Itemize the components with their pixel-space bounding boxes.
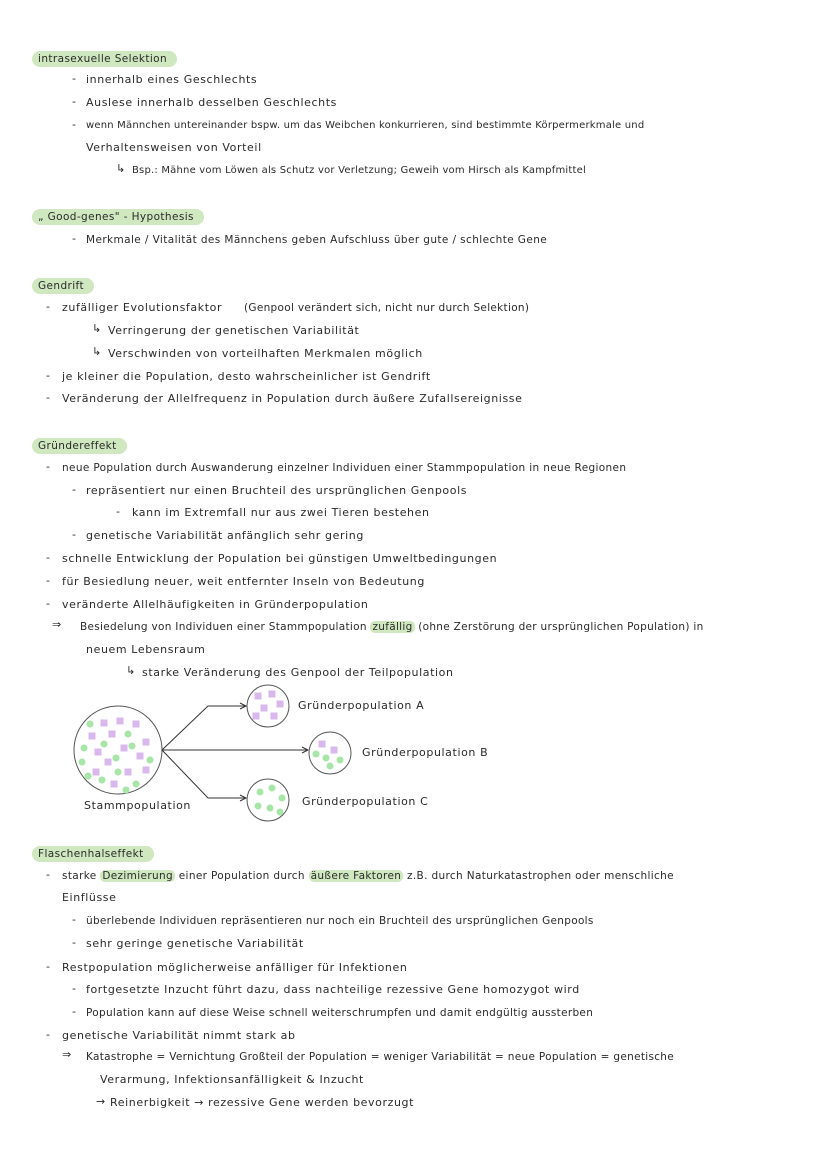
text-line: starke Veränderung des Genpool der Teilpopulation	[142, 666, 454, 679]
text-line: genetische Variabilität anfänglich sehr gering	[86, 529, 364, 542]
text-line: überlebende Individuen repräsentieren nur noch ein Bruchteil des ursprünglichen Genpools	[86, 915, 594, 927]
allele-dot	[337, 757, 344, 764]
allele-dot	[279, 795, 286, 802]
text-line: wenn Männchen untereinander bspw. um das Weibchen konkurrieren, sind bestimmte Körpermerkmale und	[86, 120, 645, 131]
allele-square	[95, 749, 102, 756]
bullet: -	[72, 1005, 76, 1018]
text-line: starke Dezimierung einer Population durch äußere Faktoren z.B. durch Naturkatastrophen oder menschliche	[62, 870, 674, 882]
text-line: innerhalb eines Geschlechts	[86, 73, 258, 86]
text-line: Restpopulation möglicherweise anfälliger für Infektionen	[62, 961, 408, 974]
bullet: -	[46, 369, 50, 382]
bullet: -	[72, 982, 76, 995]
bullet: -	[46, 460, 50, 473]
allele-dot	[129, 743, 136, 750]
heading-intrasexuelle-selektion: intrasexuelle Selektion	[32, 51, 177, 67]
highlight-zufaellig: zufällig	[372, 621, 413, 633]
text-line: (Genpool verändert sich, nicht nur durch Selektion)	[244, 302, 530, 314]
bullet: -	[46, 960, 50, 973]
allele-dot	[123, 787, 130, 794]
label-gruenderpopulation-c: Gründerpopulation C	[302, 795, 429, 808]
bullet: -	[72, 936, 76, 949]
allele-dot	[313, 751, 320, 758]
allele-dot	[87, 721, 94, 728]
sub-arrow-icon: ↳	[126, 664, 136, 677]
allele-square	[253, 713, 260, 720]
heading-gendrift: Gendrift	[32, 278, 94, 294]
c-particles	[255, 785, 286, 816]
bullet: -	[72, 913, 76, 926]
bullet: -	[46, 597, 50, 610]
bullet: -	[46, 1028, 50, 1041]
bullet: -	[46, 300, 50, 313]
allele-dot	[101, 741, 108, 748]
allele-dot	[255, 803, 262, 810]
highlight-dezimierung: Dezimierung	[102, 870, 174, 882]
sub-arrow-icon: ↳	[92, 345, 102, 358]
heading-flaschenhalseffekt: Flaschenhalseffekt	[32, 846, 154, 862]
text-line: Auslese innerhalb desselben Geschlechts	[86, 96, 337, 109]
text-line: veränderte Allelhäufigkeiten in Gründerpopulation	[62, 598, 369, 611]
b-particles	[313, 741, 344, 770]
allele-square	[89, 733, 96, 740]
text-line: neuem Lebensraum	[86, 643, 206, 656]
allele-square	[269, 691, 276, 698]
text-line: schnelle Entwicklung der Population bei günstigen Umweltbedingungen	[62, 552, 498, 565]
bullet: -	[72, 72, 76, 85]
bullet: -	[72, 118, 76, 131]
label-gruenderpopulation-a: Gründerpopulation A	[298, 699, 425, 712]
text-line: Veränderung der Allelfrequenz in Population durch äußere Zufallsereignisse	[62, 392, 523, 405]
allele-dot	[125, 731, 132, 738]
text-line: neue Population durch Auswanderung einzelner Individuen einer Stammpopulation in neue Regionen	[62, 462, 627, 474]
allele-dot	[133, 781, 140, 788]
text-line: Verschwinden von vorteilhaften Merkmalen möglich	[108, 347, 423, 360]
allele-dot	[147, 757, 154, 764]
text-line: Reinerbigkeit → rezessive Gene werden bevorzugt	[110, 1096, 415, 1109]
heading-good-genes: „ Good-genes" - Hypothesis	[32, 209, 204, 225]
allele-square	[331, 747, 338, 754]
text-line: Population kann auf diese Weise schnell weiterschrumpfen und damit endgültig aussterben	[86, 1007, 594, 1019]
allele-square	[319, 741, 326, 748]
allele-square	[255, 693, 262, 700]
text-line: Verringerung der genetischen Variabilität	[108, 324, 360, 337]
allele-square	[137, 753, 144, 760]
bullet: -	[72, 528, 76, 541]
allele-square	[143, 739, 150, 746]
bullet: -	[46, 391, 50, 404]
double-arrow-icon: ⇒	[52, 618, 62, 631]
allele-dot	[269, 785, 276, 792]
allele-dot	[267, 805, 274, 812]
label-stammpopulation: Stammpopulation	[84, 799, 192, 812]
allele-dot	[115, 769, 122, 776]
allele-dot	[323, 755, 330, 762]
allele-square	[117, 718, 124, 725]
allele-square	[93, 769, 100, 776]
bullet: -	[72, 232, 76, 245]
allele-dot	[79, 759, 86, 766]
arrow-icon: →	[96, 1095, 106, 1108]
arrow-a	[162, 706, 246, 750]
text-line: genetische Variabilität nimmt stark ab	[62, 1029, 296, 1042]
allele-square	[277, 701, 284, 708]
allele-square	[109, 731, 116, 738]
allele-dot	[81, 745, 88, 752]
allele-square	[101, 720, 108, 727]
text-line: Verhaltensweisen von Vorteil	[86, 141, 262, 154]
bullet: -	[72, 95, 76, 108]
text-line: Bsp.: Mähne vom Löwen als Schutz vor Verletzung; Geweih vom Hirsch als Kampfmittel	[132, 165, 586, 176]
sub-arrow-icon: ↳	[116, 162, 126, 175]
allele-dot	[85, 773, 92, 780]
text-line: fortgesetzte Inzucht führt dazu, dass nachteilige rezessive Gene homozygot wird	[86, 983, 580, 996]
text-line: Einflüsse	[62, 891, 117, 904]
allele-square	[143, 767, 150, 774]
text-line: sehr geringe genetische Variabilität	[86, 937, 304, 950]
text-line: kann im Extremfall nur aus zwei Tieren bestehen	[132, 506, 430, 519]
bullet: -	[116, 505, 120, 518]
highlight-aeussere-faktoren: äußere Faktoren	[310, 870, 402, 882]
allele-dot	[99, 777, 106, 784]
sub-arrow-icon: ↳	[92, 322, 102, 335]
stamm-particles	[79, 718, 154, 794]
allele-dot	[113, 755, 120, 762]
allele-square	[133, 721, 140, 728]
allele-dot	[277, 809, 284, 816]
bullet: -	[72, 483, 76, 496]
allele-dot	[257, 789, 264, 796]
allele-square	[125, 769, 132, 776]
allele-square	[111, 781, 118, 788]
text-line: für Besiedlung neuer, weit entfernter Inseln von Bedeutung	[62, 575, 425, 588]
text-line: je kleiner die Population, desto wahrscheinlicher ist Gendrift	[62, 370, 431, 383]
text-line: Merkmale / Vitalität des Männchens geben Aufschluss über gute / schlechte Gene	[86, 234, 548, 246]
text-line: Katastrophe = Vernichtung Großteil der Population = weniger Variabilität = neue Population = genetische	[86, 1051, 675, 1063]
allele-square	[271, 713, 278, 720]
bullet: -	[46, 574, 50, 587]
allele-square	[121, 745, 128, 752]
bullet: -	[46, 551, 50, 564]
arrow-c	[162, 750, 246, 798]
allele-square	[105, 759, 112, 766]
a-particles	[253, 691, 284, 720]
text-line: Verarmung, Infektionsanfälligkeit & Inzucht	[100, 1073, 364, 1086]
heading-gruendereffekt: Gründereffekt	[32, 438, 127, 454]
text-line: zufälliger Evolutionsfaktor	[62, 301, 223, 314]
text-line: Besiedelung von Individuen einer Stammpopulation zufällig (ohne Zerstörung der ursprünglichen Population) in	[80, 621, 704, 633]
double-arrow-icon: ⇒	[62, 1048, 72, 1061]
allele-dot	[327, 763, 334, 770]
bullet: -	[46, 868, 50, 881]
text-line: repräsentiert nur einen Bruchteil des ursprünglichen Genpools	[86, 484, 468, 497]
label-gruenderpopulation-b: Gründerpopulation B	[362, 746, 489, 759]
allele-square	[261, 705, 268, 712]
